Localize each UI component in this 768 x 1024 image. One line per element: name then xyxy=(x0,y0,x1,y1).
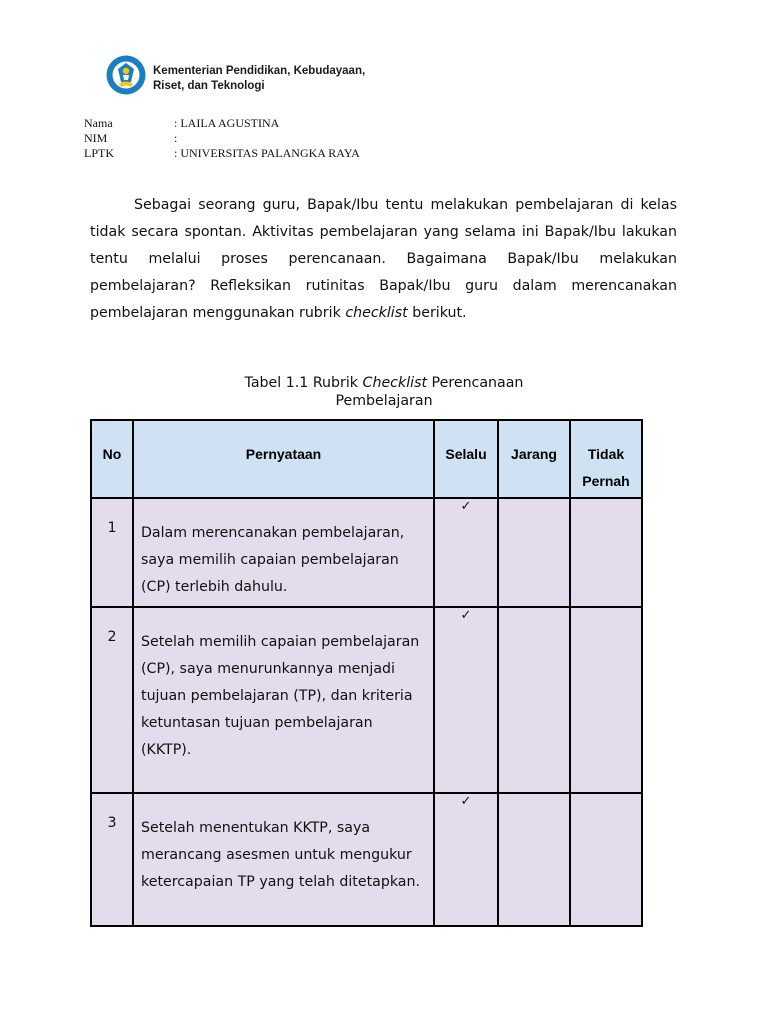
cell-never[interactable] xyxy=(570,607,642,793)
table-caption xyxy=(200,374,568,410)
header-statement: Pernyataan xyxy=(133,420,434,498)
row-statement: Dalam merencanakan pembelajaran, saya memilih capaian pembelajaran (CP) terlebih dahulu. xyxy=(133,498,434,607)
intro-paragraph xyxy=(90,192,677,327)
intro-text: Sebagai seorang guru, Bapak/Ibu tentu melakukan pembelajaran di kelas tidak secara spontan. Aktivitas pembelajaran yang selama ini Bapak/Ibu lakukan tentu melalui proses perencanaan. Bagaimana Bapak/Ibu melakukan pembelajaran? Refleksikan rutinitas Bapak/Ibu guru dalam merencanakan pembelajaran menggunakan rubrik xyxy=(90,197,677,321)
header-no: No xyxy=(91,420,133,498)
header-never-line-1: Tidak xyxy=(587,446,625,462)
intro-italic-term: checklist xyxy=(345,305,408,321)
check-icon: ✓ xyxy=(460,794,472,809)
cell-rarely[interactable] xyxy=(498,498,570,607)
cell-always[interactable] xyxy=(434,793,498,926)
table-header-row xyxy=(91,420,642,498)
header-never xyxy=(570,420,642,498)
row-number: 2 xyxy=(91,607,133,793)
caption-prefix: Tabel 1.1 Rubrik xyxy=(244,375,363,391)
header-always: Selalu xyxy=(434,420,498,498)
header-never-line-2: Pernah xyxy=(582,473,630,489)
table-row xyxy=(91,498,642,607)
row-number: 3 xyxy=(91,793,133,926)
row-statement: Setelah memilih capaian pembelajaran (CP), saya menurunkannya menjadi tujuan pembelajaran (TP), dan kriteria ketuntasan tujuan pembelajaran (KKTP). xyxy=(133,607,434,793)
ministry-line-1: Kementerian Pendidikan, Kebudayaan, xyxy=(153,65,366,77)
cell-never[interactable] xyxy=(570,793,642,926)
identity-label: Nama xyxy=(84,116,113,130)
identity-label: NIM xyxy=(84,131,108,145)
checklist-table xyxy=(90,419,643,927)
table-row xyxy=(91,793,642,926)
check-icon: ✓ xyxy=(460,499,472,514)
caption-suffix: Perencanaan Pembelajaran xyxy=(335,375,524,409)
cell-never[interactable] xyxy=(570,498,642,607)
row-number: 1 xyxy=(91,498,133,607)
cell-rarely[interactable] xyxy=(498,607,570,793)
row-statement: Setelah menentukan KKTP, saya merancang asesmen untuk mengukur ketercapaian TP yang telah ditetapkan. xyxy=(133,793,434,926)
identity-value: : xyxy=(174,131,178,145)
identity-label: LPTK xyxy=(84,146,114,160)
cell-always[interactable] xyxy=(434,607,498,793)
header-rarely: Jarang xyxy=(498,420,570,498)
identity-value: : LAILA AGUSTINA xyxy=(174,116,280,130)
intro-text-end: berikut. xyxy=(407,305,467,321)
caption-italic-term: Checklist xyxy=(362,375,428,391)
identity-value: : UNIVERSITAS PALANGKA RAYA xyxy=(174,146,360,160)
cell-always[interactable] xyxy=(434,498,498,607)
ministry-line-2: Riset, dan Teknologi xyxy=(153,80,265,92)
cell-rarely[interactable] xyxy=(498,793,570,926)
check-icon: ✓ xyxy=(460,608,472,623)
tut-wuri-handayani-logo-icon xyxy=(106,54,146,96)
ministry-name xyxy=(153,64,453,94)
table-row xyxy=(91,607,642,793)
